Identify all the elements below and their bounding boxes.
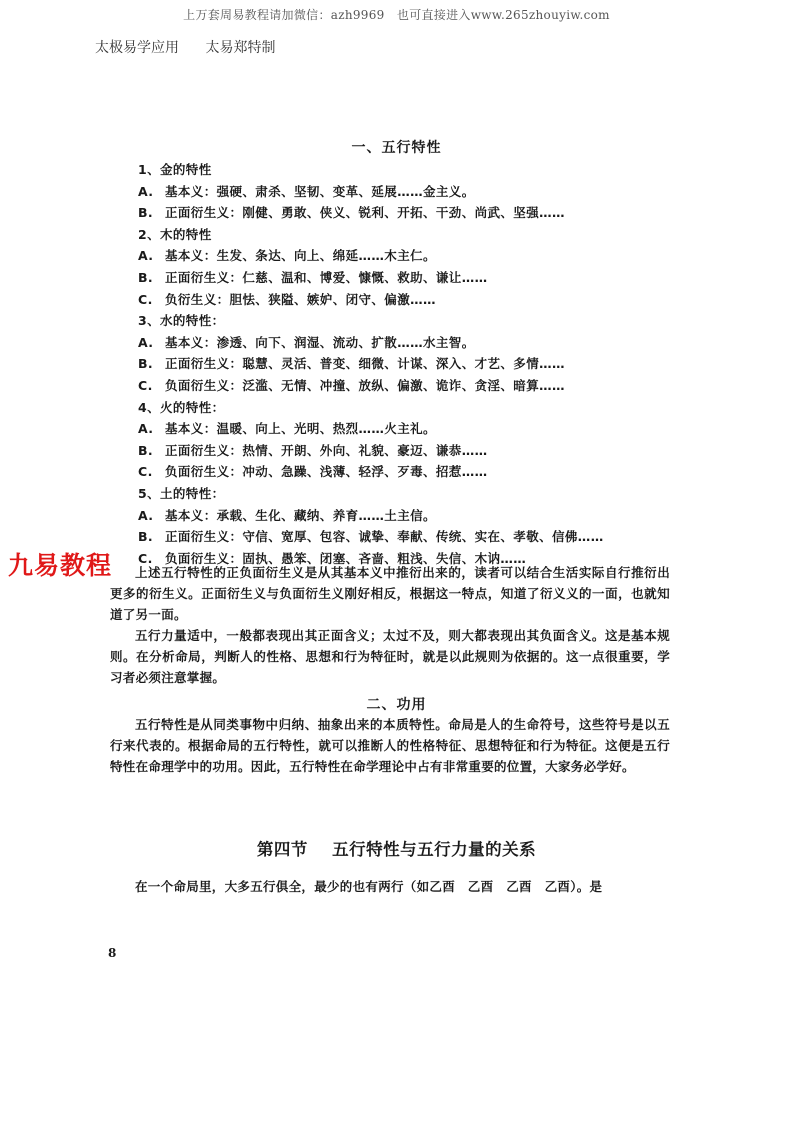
- item-text: 正面衍生义：仁慈、温和、博爱、慷慨、救助、谦让……: [165, 270, 488, 285]
- item-label: B.: [138, 356, 154, 372]
- trait-item: [138, 376, 565, 394]
- chapter-intro: [110, 876, 685, 897]
- trait-heading: 4、火的特性：: [138, 399, 225, 415]
- item-label: B.: [138, 205, 154, 221]
- item-label: B.: [138, 442, 154, 458]
- item-text: 基本义：强硬、肃杀、坚韧、变革、延展……金主义。: [165, 183, 475, 199]
- item-label: A.: [138, 334, 154, 350]
- function-explanation: [110, 714, 670, 777]
- trait-item: [138, 333, 475, 351]
- item-text: 正面衍生义：守信、宽厚、包容、诚挚、奉献、传统、实在、孝敬、信佛……: [165, 529, 604, 545]
- trait-item: [138, 290, 436, 308]
- item-label: C.: [138, 550, 153, 566]
- section-title-function: 二、功用: [366, 697, 427, 713]
- item-text: 负面衍生义：冲动、急躁、浅薄、轻浮、歹毒、招惹……: [165, 464, 488, 480]
- item-label: A.: [138, 507, 154, 523]
- item-label: A.: [138, 248, 154, 264]
- page-number: 8: [108, 946, 117, 960]
- paragraph: 上述五行特性的正负面衍生义是从其基本义中推衍出来的，读者可以结合生活实际自行推衍出更多的衍生义。正面衍生义与负面衍生义刚好相反，根据这一特点，知道了衍义义的一面，也就知道了另一面。: [110, 565, 670, 622]
- trait-item: [138, 182, 475, 200]
- item-text: 基本义：温暖、向上、光明、热烈……火主礼。: [165, 421, 436, 437]
- item-text: 负面衍生义：泛滥、无情、冲撞、放纵、偏激、诡诈、贪淫、暗算……: [165, 378, 565, 393]
- watermark-logo: 九易教程: [8, 551, 113, 580]
- page-header: [95, 37, 275, 57]
- item-label: A.: [138, 421, 154, 437]
- trait-heading: 2、木的特性: [138, 226, 212, 242]
- top-banner: 上万套周易教程请加微信：azh9969 也可直接进入www.265zhouyiw.com: [183, 8, 610, 22]
- traits-explanation: [110, 562, 670, 688]
- trait-item: [138, 441, 488, 459]
- paragraph: 在一个命局里，大多五行俱全，最少的也有两行（如乙酉 乙酉 乙酉 乙酉）。是: [135, 879, 603, 894]
- trait-item: [138, 203, 565, 221]
- trait-item: [138, 268, 488, 286]
- item-label: C.: [138, 378, 153, 393]
- item-label: B.: [138, 529, 154, 545]
- trait-item: [138, 462, 488, 480]
- item-label: B.: [138, 270, 154, 285]
- item-text: 基本义：渗透、向下、润湿、流动、扩散……水主智。: [165, 334, 475, 350]
- paragraph: 五行力量适中，一般都表现出其正面含义；太过不及，则大都表现出其负面含义。这是基本规则。在分析命局，判断人的性格、思想和行为特征时，就是以此规则为依据的。这一点很重要，学习者必须注意掌握。: [110, 628, 670, 685]
- trait-item: [138, 527, 604, 545]
- trait-item: [138, 354, 565, 372]
- item-text: 正面衍生义：热情、开朗、外向、礼貌、豪迈、谦恭……: [165, 442, 488, 458]
- item-label: C.: [138, 291, 153, 307]
- header-right: 太易郑特制: [205, 40, 276, 56]
- header-left: 太极易学应用: [95, 40, 179, 56]
- trait-heading: 1、金的特性: [138, 162, 212, 177]
- trait-item: [138, 246, 436, 264]
- paragraph: 五行特性是从同类事物中归纳、抽象出来的本质特性。命局是人的生命符号，这些符号是以五行来代表的。根据命局的五行特性，就可以推断人的性格特征、思想特征和行为特征。这便是五行特性在命理学中的功用。因此，五行特性在命学理论中占有非常重要的位置，大家务必学好。: [110, 717, 670, 774]
- chapter-title: 五行特性与五行力量的关系: [332, 840, 537, 859]
- section-title-traits: 一、五行特性: [351, 140, 442, 156]
- item-text: 正面衍生义：聪慧、灵活、普变、细微、计谋、深入、才艺、多情……: [165, 356, 565, 372]
- item-label: C.: [138, 464, 153, 480]
- item-text: 正面衍生义：刚健、勇敢、侠义、锐利、开拓、干劲、尚武、坚强……: [165, 205, 565, 221]
- trait-item: [138, 419, 436, 437]
- item-text: 基本义：生发、条达、向上、绵延……木主仁。: [165, 248, 436, 264]
- item-text: 基本义：承载、生化、藏纳、养育……土主信。: [165, 507, 436, 523]
- chapter-number: 第四节: [256, 840, 308, 859]
- trait-item: [138, 506, 436, 524]
- item-text: 负衍生义：胆怯、狭隘、嫉妒、闭守、偏激……: [165, 291, 436, 307]
- chapter-heading: [0, 836, 793, 860]
- item-text: 负面衍生义：固执、愚笨、闭塞、吝啬、粗浅、失信、木讷……: [165, 550, 527, 566]
- trait-heading: 5、土的特性：: [138, 486, 225, 501]
- trait-heading: 3、水的特性：: [138, 313, 225, 329]
- item-label: A.: [138, 183, 154, 199]
